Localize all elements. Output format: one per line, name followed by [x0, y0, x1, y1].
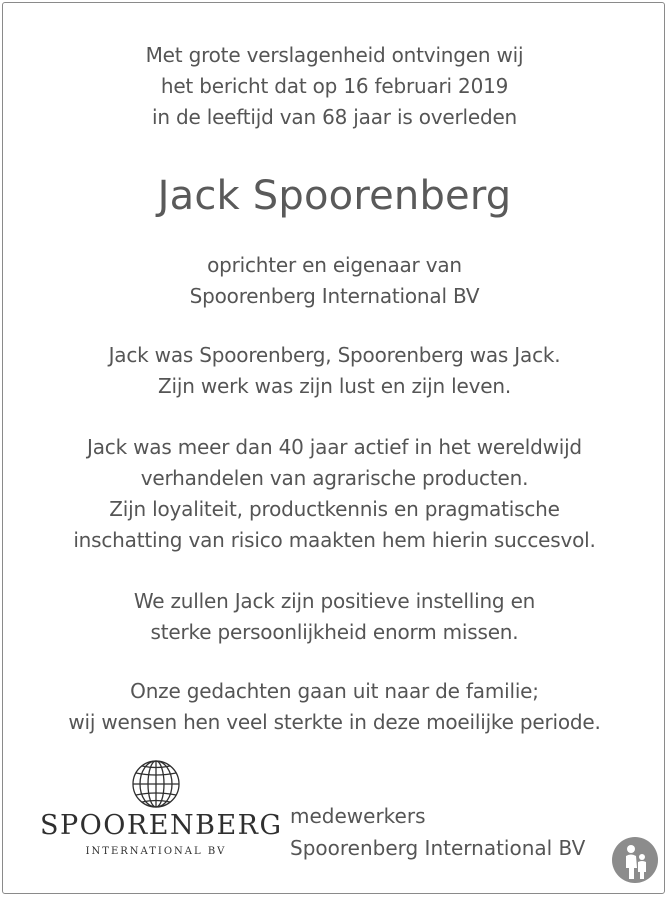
role-line: oprichter en eigenaar van	[207, 253, 462, 277]
paragraph-line: Onze gedachten gaan uit naar de familie;	[130, 679, 539, 703]
paragraph-line: We zullen Jack zijn positieve instelling en	[133, 589, 536, 613]
paragraph-line: sterke persoonlijkheid enorm missen.	[150, 620, 519, 644]
paragraph-career	[0, 432, 669, 556]
intro-line: in de leeftijd van 68 jaar is overleden	[151, 105, 518, 129]
paragraph-line: wij wensen hen veel sterkte in deze moeilijke periode.	[68, 710, 601, 734]
paragraph-identity	[0, 340, 669, 402]
paragraph-line: inschatting van risico maakten hem hierin succesvol.	[73, 528, 596, 552]
deceased-name: Jack Spoorenberg	[157, 173, 512, 219]
intro-line: het bericht dat op 16 februari 2019	[160, 74, 509, 98]
paragraph-line: Zijn loyaliteit, productkennis en pragmatische	[109, 497, 560, 521]
person-badge-icon	[611, 836, 659, 884]
paragraph-line: Jack was Spoorenberg, Spoorenberg was Jack.	[108, 343, 561, 367]
paragraph-line: verhandelen van agrarische producten.	[140, 466, 529, 490]
intro-text	[0, 40, 669, 133]
logo-name: SPOORENBERG	[40, 810, 283, 841]
signoff	[290, 800, 585, 864]
signoff-line: Spoorenberg International BV	[290, 836, 586, 860]
paragraph-missing	[0, 586, 669, 648]
paragraph-line: Jack was meer dan 40 jaar actief in het wereldwijd	[87, 435, 582, 459]
role-line: Spoorenberg International BV	[189, 284, 480, 308]
intro-line: Met grote verslagenheid ontvingen wij	[145, 43, 524, 67]
role-text	[0, 250, 669, 312]
paragraph-condolence	[0, 676, 669, 738]
logo-subtitle: INTERNATIONAL BV	[85, 846, 227, 857]
globe-icon	[130, 758, 182, 810]
company-logo	[40, 758, 283, 868]
signoff-line: medewerkers	[290, 804, 426, 828]
paragraph-line: Zijn werk was zijn lust en zijn leven.	[158, 374, 511, 398]
